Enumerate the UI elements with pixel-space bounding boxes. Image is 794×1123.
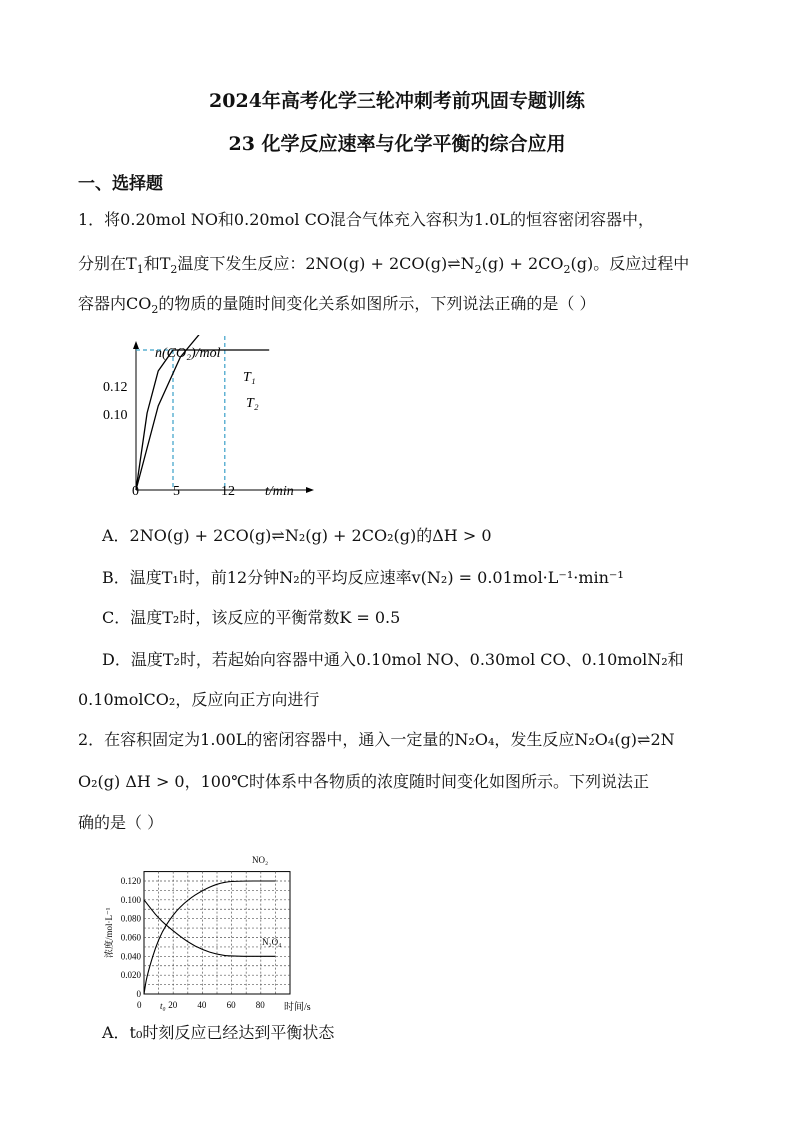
q2-line3: 确的是（ ） — [78, 813, 164, 832]
y-tick-label: 0.080 — [120, 913, 141, 924]
x-axis-arrow — [306, 487, 314, 493]
series-label-n2o4: N₂O₄ — [262, 937, 282, 947]
x-tick-12: 12 — [221, 484, 235, 499]
y-axis-arrow — [133, 341, 139, 349]
q2-option-a[interactable]: A．t₀时刻反应已经达到平衡状态 — [102, 1023, 335, 1042]
y-tick-label: 0.040 — [120, 951, 141, 962]
y-tick-label: 0.020 — [120, 970, 141, 981]
y-tick-label: 0.060 — [120, 932, 141, 943]
q1-option-d[interactable]: D．温度T₂时，若起始向容器中通入0.10mol NO、0.30mol CO、0.10molN₂和 — [102, 650, 684, 669]
grid — [144, 872, 290, 994]
series-label-t2: T₂ — [246, 396, 259, 411]
q1-option-b[interactable]: B．温度T₁时，前12分钟N₂的平均反应速率v(N₂) = 0.01mol·L⁻¹·min⁻¹ — [102, 568, 624, 587]
q1-line1: 1．将0.20mol NO和0.20mol CO混合气体充入容积为1.0L的恒容密闭容器中， — [78, 210, 654, 229]
co2-amount-chart — [95, 335, 320, 505]
x-tick-t0: t₀ — [160, 1001, 166, 1011]
x-tick-label: 0 — [137, 1000, 142, 1010]
x-tick-label: 40 — [197, 1000, 207, 1010]
x-tick-5: 5 — [173, 484, 180, 499]
series-label-no2: NO₂ — [252, 855, 269, 865]
page-title: 2024年高考化学三轮冲刺考前巩固专题训练 — [209, 90, 585, 112]
q1-line3: 容器内$CO_2$的物质的量随时间变化关系如图所示，下列说法正确的是（ ） — [78, 294, 596, 317]
section-heading: 一、选择题 — [78, 174, 163, 194]
q2-line2: O₂(g) ΔH > 0，100℃时体系中各物质的浓度随时间变化如图所示。下列说法正 — [78, 772, 650, 791]
x-tick-label: 60 — [226, 1000, 236, 1010]
y-tick-010: 0.10 — [103, 408, 128, 423]
x-tick-0: 0 — [132, 484, 139, 499]
page-subtitle: 23 化学反应速率与化学平衡的综合应用 — [228, 133, 566, 155]
x-tick-label: 80 — [255, 1000, 265, 1010]
q1-option-a[interactable]: A．2NO(g) + 2CO(g)⇌N₂(g) + 2CO₂(g)的ΔH > 0 — [102, 526, 492, 545]
concentration-chart — [100, 848, 325, 1013]
y-tick-label: 0.120 — [120, 876, 141, 886]
q1-line2: 分别在$T_1$和$T_2$温度下发生反应：$2NO(g) + 2CO(g)\rightleftharpoons N_2(g) + 2CO_2(g)$。反应过程中 — [78, 254, 690, 277]
series-label-t1: T₁ — [243, 370, 256, 385]
y-tick-label: 0.100 — [120, 894, 141, 905]
x-tick-label: 20 — [168, 1000, 178, 1010]
y-tick-012: 0.12 — [103, 380, 128, 395]
y-axis-label: n(CO₂)/mol — [155, 346, 221, 361]
y-axis-label: 浓度/mol·L⁻¹ — [104, 907, 114, 958]
q1-option-d-cont: 0.10molCO₂，反应向正方向进行 — [78, 690, 320, 709]
y-tick-label: 0 — [136, 989, 141, 999]
q2-line1: 2．在容积固定为1.00L的密闭容器中，通入一定量的N₂O₄，发生反应N₂O₄(g)⇌2N — [78, 730, 675, 749]
x-axis-label: 时间/s — [284, 1002, 311, 1013]
q1-option-c[interactable]: C．温度T₂时，该反应的平衡常数K = 0.5 — [102, 608, 401, 627]
x-axis-label: t/min — [265, 484, 294, 499]
